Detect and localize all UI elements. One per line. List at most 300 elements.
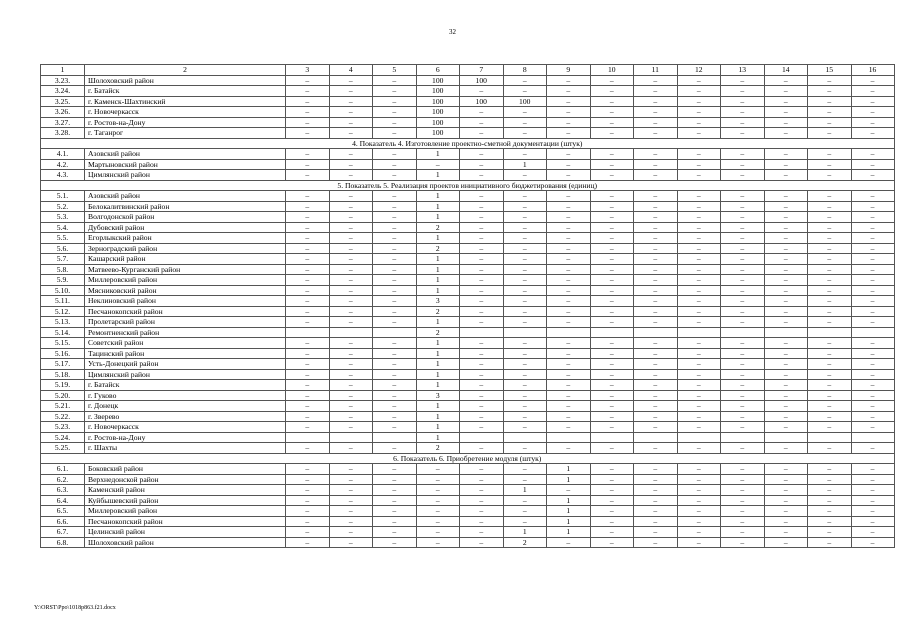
table-row bbox=[41, 327, 895, 338]
value-cell: – bbox=[677, 306, 721, 317]
value-cell: 2 bbox=[416, 306, 460, 317]
value-cell: – bbox=[286, 348, 330, 359]
value-cell: 1 bbox=[416, 254, 460, 265]
value-cell: – bbox=[764, 506, 808, 517]
value-cell: – bbox=[764, 390, 808, 401]
value-cell: – bbox=[503, 390, 547, 401]
value-cell: – bbox=[721, 495, 765, 506]
value-cell: – bbox=[286, 390, 330, 401]
value-cell: – bbox=[373, 212, 417, 223]
value-cell: – bbox=[851, 474, 894, 485]
value-cell: – bbox=[329, 75, 373, 86]
value-cell: – bbox=[503, 348, 547, 359]
value-cell: – bbox=[503, 254, 547, 265]
value-cell: – bbox=[373, 348, 417, 359]
value-cell: – bbox=[721, 149, 765, 160]
column-number-cell: 8 bbox=[503, 65, 547, 76]
value-cell: – bbox=[547, 222, 591, 233]
value-cell: – bbox=[721, 285, 765, 296]
value-cell: 1 bbox=[547, 527, 591, 538]
value-cell: – bbox=[286, 254, 330, 265]
value-cell: – bbox=[286, 537, 330, 548]
row-number: 6.4. bbox=[41, 495, 85, 506]
value-cell: 1 bbox=[416, 149, 460, 160]
district-name: г. Батайск bbox=[85, 380, 286, 391]
value-cell: – bbox=[373, 495, 417, 506]
value-cell: – bbox=[721, 516, 765, 527]
value-cell: – bbox=[764, 96, 808, 107]
district-name: Егорлыкский район bbox=[85, 233, 286, 244]
value-cell: – bbox=[721, 159, 765, 170]
value-cell: – bbox=[808, 149, 852, 160]
value-cell: – bbox=[590, 390, 634, 401]
value-cell: – bbox=[851, 212, 894, 223]
value-cell: – bbox=[590, 516, 634, 527]
value-cell: – bbox=[764, 464, 808, 475]
value-cell: – bbox=[329, 159, 373, 170]
value-cell: – bbox=[677, 443, 721, 454]
value-cell: – bbox=[329, 537, 373, 548]
district-name: Волгодонской район bbox=[85, 212, 286, 223]
value-cell: – bbox=[851, 317, 894, 328]
value-cell: – bbox=[460, 149, 504, 160]
value-cell: – bbox=[808, 474, 852, 485]
value-cell: – bbox=[286, 149, 330, 160]
value-cell: – bbox=[547, 201, 591, 212]
value-cell: – bbox=[634, 495, 678, 506]
value-cell: – bbox=[590, 422, 634, 433]
value-cell: – bbox=[373, 380, 417, 391]
value-cell: – bbox=[851, 516, 894, 527]
district-name: Шолоховский район bbox=[85, 75, 286, 86]
value-cell: – bbox=[503, 107, 547, 118]
value-cell: – bbox=[677, 527, 721, 538]
value-cell: – bbox=[851, 117, 894, 128]
value-cell: – bbox=[851, 380, 894, 391]
value-cell: – bbox=[460, 306, 504, 317]
table-row bbox=[41, 233, 895, 244]
value-cell: – bbox=[460, 296, 504, 307]
value-cell bbox=[590, 432, 634, 443]
value-cell: – bbox=[547, 411, 591, 422]
value-cell: – bbox=[677, 107, 721, 118]
column-number-cell: 12 bbox=[677, 65, 721, 76]
value-cell: – bbox=[590, 527, 634, 538]
column-number-cell: 6 bbox=[416, 65, 460, 76]
value-cell: – bbox=[808, 285, 852, 296]
value-cell: – bbox=[286, 233, 330, 244]
value-cell: – bbox=[677, 117, 721, 128]
value-cell: – bbox=[634, 516, 678, 527]
row-number: 3.24. bbox=[41, 86, 85, 97]
value-cell: – bbox=[808, 317, 852, 328]
value-cell: – bbox=[460, 117, 504, 128]
value-cell: – bbox=[460, 254, 504, 265]
value-cell: – bbox=[373, 86, 417, 97]
value-cell bbox=[373, 432, 417, 443]
table-row bbox=[41, 411, 895, 422]
value-cell: – bbox=[373, 359, 417, 370]
value-cell: – bbox=[764, 401, 808, 412]
value-cell: – bbox=[851, 401, 894, 412]
value-cell: – bbox=[503, 128, 547, 139]
value-cell: – bbox=[373, 159, 417, 170]
value-cell: – bbox=[721, 401, 765, 412]
row-number: 3.26. bbox=[41, 107, 85, 118]
value-cell: – bbox=[634, 422, 678, 433]
value-cell: – bbox=[808, 212, 852, 223]
value-cell: – bbox=[373, 222, 417, 233]
value-cell: – bbox=[721, 527, 765, 538]
value-cell: – bbox=[286, 128, 330, 139]
table-row bbox=[41, 390, 895, 401]
value-cell: – bbox=[808, 464, 852, 475]
value-cell: – bbox=[764, 201, 808, 212]
value-cell: – bbox=[634, 380, 678, 391]
value-cell: – bbox=[503, 422, 547, 433]
row-number: 5.5. bbox=[41, 233, 85, 244]
value-cell: – bbox=[764, 191, 808, 202]
value-cell: – bbox=[373, 201, 417, 212]
value-cell bbox=[503, 327, 547, 338]
table-row bbox=[41, 495, 895, 506]
value-cell: – bbox=[677, 149, 721, 160]
value-cell: – bbox=[416, 516, 460, 527]
value-cell: – bbox=[677, 516, 721, 527]
value-cell: – bbox=[764, 317, 808, 328]
value-cell: 1 bbox=[547, 506, 591, 517]
value-cell: – bbox=[329, 474, 373, 485]
table-row bbox=[41, 443, 895, 454]
value-cell: – bbox=[721, 338, 765, 349]
value-cell bbox=[634, 432, 678, 443]
value-cell: – bbox=[634, 359, 678, 370]
value-cell bbox=[329, 327, 373, 338]
value-cell: – bbox=[764, 254, 808, 265]
value-cell: – bbox=[590, 369, 634, 380]
value-cell: – bbox=[634, 96, 678, 107]
row-number: 6.3. bbox=[41, 485, 85, 496]
value-cell bbox=[764, 432, 808, 443]
value-cell: – bbox=[634, 401, 678, 412]
value-cell: – bbox=[286, 243, 330, 254]
value-cell: – bbox=[503, 369, 547, 380]
value-cell: – bbox=[590, 317, 634, 328]
district-name: Неклиновский район bbox=[85, 296, 286, 307]
value-cell: – bbox=[721, 369, 765, 380]
value-cell: – bbox=[764, 443, 808, 454]
value-cell: – bbox=[721, 128, 765, 139]
value-cell: – bbox=[547, 485, 591, 496]
value-cell: – bbox=[460, 516, 504, 527]
value-cell: – bbox=[764, 212, 808, 223]
value-cell: – bbox=[851, 495, 894, 506]
value-cell: – bbox=[764, 338, 808, 349]
value-cell: – bbox=[764, 411, 808, 422]
value-cell: – bbox=[677, 254, 721, 265]
value-cell: – bbox=[329, 212, 373, 223]
value-cell: – bbox=[808, 264, 852, 275]
value-cell: – bbox=[329, 506, 373, 517]
value-cell: – bbox=[851, 159, 894, 170]
section-heading: 4. Показатель 4. Изготовление проектно-сметной документации (штук) bbox=[41, 138, 895, 149]
table-row bbox=[41, 149, 895, 160]
row-number: 5.2. bbox=[41, 201, 85, 212]
value-cell: – bbox=[721, 107, 765, 118]
value-cell: – bbox=[547, 117, 591, 128]
row-number: 5.25. bbox=[41, 443, 85, 454]
district-name: Мясниковский район bbox=[85, 285, 286, 296]
row-number: 4.3. bbox=[41, 170, 85, 181]
value-cell: – bbox=[634, 212, 678, 223]
district-name: Мартыновский район bbox=[85, 159, 286, 170]
value-cell: – bbox=[764, 359, 808, 370]
value-cell: – bbox=[590, 191, 634, 202]
section-heading-row bbox=[41, 138, 895, 149]
value-cell: – bbox=[460, 170, 504, 181]
value-cell: – bbox=[851, 75, 894, 86]
value-cell: – bbox=[764, 369, 808, 380]
value-cell: – bbox=[547, 149, 591, 160]
value-cell: 100 bbox=[416, 117, 460, 128]
value-cell: – bbox=[373, 75, 417, 86]
value-cell: – bbox=[677, 264, 721, 275]
value-cell: – bbox=[677, 506, 721, 517]
value-cell: 1 bbox=[416, 317, 460, 328]
value-cell: – bbox=[634, 296, 678, 307]
value-cell: – bbox=[503, 75, 547, 86]
value-cell: – bbox=[460, 233, 504, 244]
district-name: г. Зверево bbox=[85, 411, 286, 422]
table-row bbox=[41, 117, 895, 128]
section-heading: 5. Показатель 5. Реализация проектов инициативного бюджетирования (единиц) bbox=[41, 180, 895, 191]
value-cell: – bbox=[764, 422, 808, 433]
table-row bbox=[41, 401, 895, 412]
table-row bbox=[41, 527, 895, 538]
value-cell: – bbox=[764, 86, 808, 97]
value-cell: – bbox=[721, 254, 765, 265]
value-cell: – bbox=[503, 212, 547, 223]
value-cell: – bbox=[634, 264, 678, 275]
value-cell: 100 bbox=[460, 75, 504, 86]
table-row bbox=[41, 170, 895, 181]
value-cell: – bbox=[721, 275, 765, 286]
value-cell: – bbox=[590, 495, 634, 506]
value-cell: – bbox=[590, 86, 634, 97]
value-cell: – bbox=[677, 401, 721, 412]
value-cell: – bbox=[764, 222, 808, 233]
value-cell: – bbox=[416, 474, 460, 485]
value-cell: – bbox=[547, 191, 591, 202]
district-name: Белокалитвинский район bbox=[85, 201, 286, 212]
value-cell: – bbox=[634, 527, 678, 538]
value-cell: – bbox=[677, 338, 721, 349]
value-cell: – bbox=[590, 75, 634, 86]
district-name: Миллеровский район bbox=[85, 275, 286, 286]
table-row bbox=[41, 348, 895, 359]
value-cell: – bbox=[329, 170, 373, 181]
value-cell: – bbox=[634, 128, 678, 139]
value-cell: – bbox=[677, 296, 721, 307]
value-cell: – bbox=[721, 464, 765, 475]
district-name: Песчанокопский район bbox=[85, 306, 286, 317]
value-cell: – bbox=[460, 128, 504, 139]
value-cell: – bbox=[547, 338, 591, 349]
value-cell: 100 bbox=[416, 128, 460, 139]
value-cell: – bbox=[329, 495, 373, 506]
value-cell: 1 bbox=[547, 464, 591, 475]
value-cell: – bbox=[677, 285, 721, 296]
value-cell: – bbox=[764, 275, 808, 286]
value-cell: – bbox=[721, 96, 765, 107]
value-cell: 1 bbox=[416, 285, 460, 296]
value-cell: 2 bbox=[416, 243, 460, 254]
district-name: Зерноградский район bbox=[85, 243, 286, 254]
value-cell: – bbox=[808, 254, 852, 265]
value-cell: – bbox=[503, 296, 547, 307]
value-cell: – bbox=[590, 254, 634, 265]
value-cell: – bbox=[460, 506, 504, 517]
value-cell: – bbox=[286, 474, 330, 485]
row-number: 5.18. bbox=[41, 369, 85, 380]
value-cell: – bbox=[590, 170, 634, 181]
value-cell: – bbox=[590, 464, 634, 475]
value-cell: – bbox=[590, 107, 634, 118]
row-number: 4.1. bbox=[41, 149, 85, 160]
value-cell: – bbox=[677, 128, 721, 139]
value-cell: – bbox=[286, 359, 330, 370]
value-cell: – bbox=[329, 380, 373, 391]
district-name: г. Гуково bbox=[85, 390, 286, 401]
value-cell: – bbox=[808, 201, 852, 212]
value-cell: – bbox=[460, 369, 504, 380]
value-cell: – bbox=[677, 359, 721, 370]
value-cell: – bbox=[721, 201, 765, 212]
value-cell: – bbox=[808, 117, 852, 128]
value-cell: – bbox=[329, 443, 373, 454]
value-cell: – bbox=[851, 296, 894, 307]
table-row bbox=[41, 338, 895, 349]
value-cell bbox=[764, 327, 808, 338]
value-cell: – bbox=[851, 275, 894, 286]
value-cell: – bbox=[373, 264, 417, 275]
value-cell: – bbox=[677, 222, 721, 233]
value-cell: 100 bbox=[416, 86, 460, 97]
value-cell: – bbox=[286, 411, 330, 422]
row-number: 5.1. bbox=[41, 191, 85, 202]
value-cell: – bbox=[286, 317, 330, 328]
row-number: 5.23. bbox=[41, 422, 85, 433]
value-cell: – bbox=[851, 128, 894, 139]
value-cell: – bbox=[808, 86, 852, 97]
value-cell: – bbox=[286, 75, 330, 86]
value-cell bbox=[634, 327, 678, 338]
value-cell: – bbox=[634, 338, 678, 349]
table-row bbox=[41, 432, 895, 443]
value-cell: – bbox=[547, 359, 591, 370]
value-cell: – bbox=[329, 527, 373, 538]
value-cell: – bbox=[503, 264, 547, 275]
value-cell: – bbox=[677, 369, 721, 380]
value-cell: – bbox=[677, 75, 721, 86]
table-row bbox=[41, 86, 895, 97]
value-cell: – bbox=[590, 401, 634, 412]
value-cell: – bbox=[764, 75, 808, 86]
district-name: Матвеево-Курганский район bbox=[85, 264, 286, 275]
value-cell: – bbox=[286, 264, 330, 275]
value-cell: – bbox=[503, 359, 547, 370]
value-cell: – bbox=[460, 537, 504, 548]
value-cell: 100 bbox=[416, 107, 460, 118]
value-cell: – bbox=[329, 222, 373, 233]
value-cell: – bbox=[373, 317, 417, 328]
value-cell: – bbox=[286, 170, 330, 181]
value-cell: – bbox=[764, 128, 808, 139]
value-cell: – bbox=[634, 243, 678, 254]
value-cell: – bbox=[460, 107, 504, 118]
row-number: 5.10. bbox=[41, 285, 85, 296]
value-cell: – bbox=[373, 306, 417, 317]
value-cell: 2 bbox=[416, 443, 460, 454]
value-cell: – bbox=[460, 527, 504, 538]
value-cell: – bbox=[373, 128, 417, 139]
value-cell: – bbox=[547, 306, 591, 317]
value-cell: – bbox=[547, 380, 591, 391]
value-cell: – bbox=[677, 495, 721, 506]
row-number: 5.3. bbox=[41, 212, 85, 223]
value-cell: – bbox=[286, 516, 330, 527]
value-cell: – bbox=[416, 464, 460, 475]
value-cell: – bbox=[590, 222, 634, 233]
value-cell: – bbox=[503, 275, 547, 286]
value-cell: – bbox=[503, 401, 547, 412]
value-cell: – bbox=[721, 212, 765, 223]
value-cell: – bbox=[634, 443, 678, 454]
value-cell: – bbox=[851, 254, 894, 265]
value-cell: – bbox=[460, 359, 504, 370]
value-cell: – bbox=[764, 233, 808, 244]
value-cell bbox=[547, 432, 591, 443]
value-cell: – bbox=[286, 212, 330, 223]
value-cell: – bbox=[721, 506, 765, 517]
table-row bbox=[41, 306, 895, 317]
value-cell: – bbox=[547, 537, 591, 548]
value-cell: 1 bbox=[416, 233, 460, 244]
column-number-cell: 10 bbox=[590, 65, 634, 76]
district-name: г. Шахты bbox=[85, 443, 286, 454]
value-cell: – bbox=[329, 411, 373, 422]
value-cell: – bbox=[329, 233, 373, 244]
value-cell: – bbox=[460, 264, 504, 275]
row-number: 5.8. bbox=[41, 264, 85, 275]
value-cell: – bbox=[416, 537, 460, 548]
value-cell: – bbox=[764, 149, 808, 160]
value-cell: – bbox=[590, 96, 634, 107]
value-cell: – bbox=[286, 369, 330, 380]
value-cell: – bbox=[677, 212, 721, 223]
value-cell: – bbox=[677, 170, 721, 181]
row-number: 5.21. bbox=[41, 401, 85, 412]
value-cell: – bbox=[547, 369, 591, 380]
value-cell: – bbox=[286, 443, 330, 454]
value-cell: – bbox=[590, 201, 634, 212]
table-row bbox=[41, 222, 895, 233]
value-cell: 1 bbox=[416, 201, 460, 212]
value-cell: – bbox=[286, 485, 330, 496]
value-cell: – bbox=[721, 474, 765, 485]
value-cell: – bbox=[503, 474, 547, 485]
value-cell: – bbox=[634, 474, 678, 485]
